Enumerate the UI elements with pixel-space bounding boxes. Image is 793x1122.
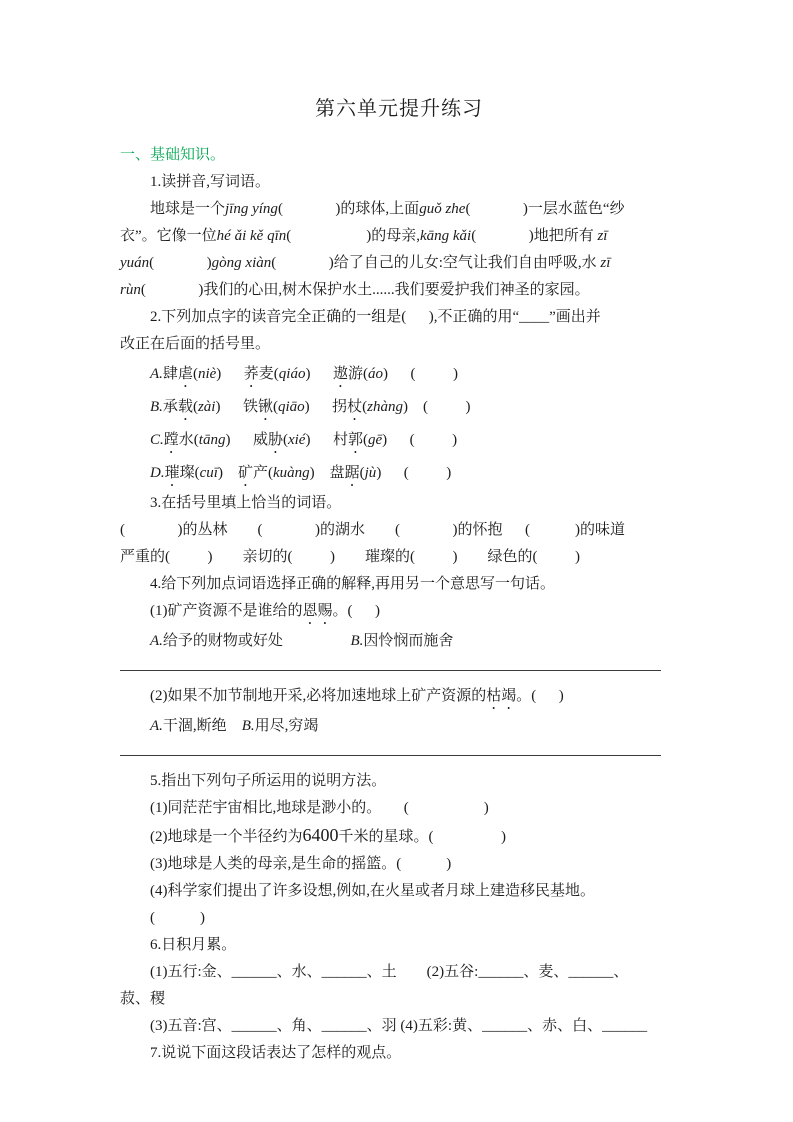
text-segment: (4)科学家们提出了许多设想,例如,在火星或者月球上建造移民基地。 xyxy=(150,883,595,899)
text-segment: ( ) xyxy=(149,255,212,271)
text-segment: ( xyxy=(192,399,198,415)
text-segment: ( xyxy=(362,399,368,415)
text-line xyxy=(120,713,678,740)
text-segment: B. xyxy=(241,718,255,734)
text-segment: ) ( ) xyxy=(376,465,452,481)
text-segment: B. xyxy=(350,633,364,649)
text-segment: B. xyxy=(150,399,163,415)
question-6-header xyxy=(120,932,678,959)
text-segment: ( )的母亲, xyxy=(286,228,420,244)
text-segment: 胁 xyxy=(267,432,283,448)
text-segment: 因怜悯而施舍 xyxy=(363,633,454,649)
text-segment: ) xyxy=(216,366,244,382)
text-segment: 菽、稷 xyxy=(120,991,166,1007)
text-segment: 矿 xyxy=(237,465,253,481)
text-segment: gòng xiàn xyxy=(211,255,272,271)
option-a xyxy=(120,358,678,391)
text-segment: (2)地球是一个半径约为 xyxy=(150,829,303,845)
text-segment: 5.指出下列句子所运用的说明方法。 xyxy=(150,773,387,789)
page-title xyxy=(120,96,678,122)
question-3-header xyxy=(120,490,678,517)
text-segment: 璀 xyxy=(164,465,180,481)
text-segment: 游( xyxy=(347,366,368,382)
text-segment: qiāo xyxy=(277,399,305,415)
text-segment: 一、基础知识。 xyxy=(120,147,226,163)
text-segment: 肆 xyxy=(162,366,178,382)
text-segment: 锹 xyxy=(257,399,273,415)
text-segment: guǒ zhe xyxy=(419,201,466,217)
text-segment: tāng xyxy=(198,432,226,448)
text-segment: ) 铁 xyxy=(215,399,258,415)
text-segment: ( ) xyxy=(150,910,205,926)
text-segment: ( )给了自己的儿女:空气让我们自由呼吸,水 xyxy=(271,255,597,271)
text-segment: hé ǎi kě qīn xyxy=(216,228,287,244)
text-segment: kāng kǎi xyxy=(419,228,472,244)
text-segment: yuán xyxy=(120,255,150,271)
text-segment: (2)如果不加节制地开采,必将加速地球上矿产资源的 xyxy=(150,688,487,704)
text-segment: ( xyxy=(282,432,288,448)
text-segment: 蹚 xyxy=(163,432,179,448)
text-segment: ) 盘 xyxy=(309,465,345,481)
text-line xyxy=(120,250,678,277)
text-line xyxy=(120,822,678,851)
text-segment: ( )的球体,上面 xyxy=(277,201,420,217)
text-segment: ( xyxy=(359,465,365,481)
document-body xyxy=(120,96,678,1067)
text-segment: 杖 xyxy=(347,399,363,415)
text-line xyxy=(120,196,678,223)
text-segment: qiáo xyxy=(278,366,306,382)
option-c xyxy=(120,424,678,457)
text-segment: (1)同茫茫宇宙相比,地球是渺小的。 ( ) xyxy=(150,800,489,816)
option-d xyxy=(120,457,678,490)
text-segment: ( )的丛林 ( )的湖水 ( )的怀抱 ( )的味道 xyxy=(120,522,625,538)
text-segment: 水( xyxy=(178,432,199,448)
question-4-header xyxy=(120,571,678,598)
text-segment: jīng yíng xyxy=(225,201,278,217)
text-segment: 2.下列加点字的读音完全正确的一组是( ),不正确的用“____”画出并 xyxy=(150,309,601,325)
text-segment: 干涸,断绝 xyxy=(162,718,242,734)
text-segment: 郭 xyxy=(347,432,363,448)
text-segment: A. xyxy=(150,366,163,382)
text-segment: ) ( ) xyxy=(382,366,458,382)
text-segment: 竭 xyxy=(501,688,517,704)
text-segment: 第六单元提升练习 xyxy=(315,98,483,120)
text-segment: 地球是一个 xyxy=(150,201,226,217)
text-segment: ) xyxy=(217,465,238,481)
text-segment: (3)五音:宫、______、角、______、羽 (4)五彩:黄、______、赤、白、______ xyxy=(150,1018,648,1034)
text-segment: ) 威 xyxy=(225,432,268,448)
text-segment: 6.日积月累。 xyxy=(150,937,237,953)
text-line xyxy=(120,544,678,571)
text-segment: 1.读拼音,写词语。 xyxy=(150,174,271,190)
text-segment: ( )地把所有 xyxy=(471,228,594,244)
text-segment: niè xyxy=(197,366,217,382)
text-segment: 3.在括号里填上恰当的词语。 xyxy=(150,495,342,511)
text-segment: ) ( ) xyxy=(403,399,471,415)
text-line xyxy=(120,683,678,713)
text-segment: 踞 xyxy=(344,465,360,481)
text-segment: 6400 xyxy=(302,825,339,845)
text-segment: zī xyxy=(596,255,611,271)
text-line xyxy=(120,878,678,905)
text-segment: D. xyxy=(150,465,165,481)
text-segment: jù xyxy=(364,465,377,481)
text-line xyxy=(120,851,678,878)
text-segment: 赐 xyxy=(317,603,333,619)
text-segment: 衣”。它像一位 xyxy=(120,228,217,244)
text-segment: 璨( xyxy=(179,465,200,481)
text-segment: 用尽,穷竭 xyxy=(254,718,319,734)
text-segment xyxy=(283,633,351,649)
question-7-header xyxy=(120,1040,678,1067)
text-segment: ) 拐 xyxy=(304,399,348,415)
text-segment: 给予的财物或好处 xyxy=(162,633,283,649)
text-segment: ( xyxy=(362,432,368,448)
text-line xyxy=(120,517,678,544)
text-line xyxy=(120,959,678,986)
text-segment: kuàng xyxy=(272,465,310,481)
text-segment: xié xyxy=(287,432,306,448)
text-segment: zhàng xyxy=(367,399,404,415)
answer-line xyxy=(120,755,661,756)
text-segment: C. xyxy=(150,432,164,448)
text-segment: ( )我们的心田,树木保护水土......我们要爱护我们神圣的家园。 xyxy=(140,282,590,298)
text-segment: 荞 xyxy=(243,366,259,382)
text-segment: 载 xyxy=(177,399,193,415)
text-line xyxy=(120,795,678,822)
text-line xyxy=(120,223,678,250)
text-segment: ) ( ) xyxy=(382,432,458,448)
text-segment: 7.说说下面这段话表达了怎样的观点。 xyxy=(150,1045,402,1061)
text-segment: 千米的星球。( ) xyxy=(338,829,506,845)
question-5-header xyxy=(120,768,678,795)
text-line xyxy=(120,628,678,655)
text-segment: 。( ) xyxy=(332,603,381,619)
text-segment: A. xyxy=(150,633,163,649)
text-segment: gē xyxy=(367,432,383,448)
text-segment: ( )一层水蓝色“纱 xyxy=(465,201,625,217)
text-segment: 麦( xyxy=(258,366,279,382)
text-segment: 4.给下列加点词语选择正确的解释,再用另一个意思写一句话。 xyxy=(150,576,556,592)
option-b xyxy=(120,391,678,424)
text-segment: ) 村 xyxy=(305,432,348,448)
text-segment: rùn xyxy=(120,282,141,298)
text-segment: ( xyxy=(272,399,278,415)
text-line xyxy=(120,905,678,932)
text-line xyxy=(120,331,678,358)
text-segment: áo xyxy=(367,366,383,382)
question-1-header xyxy=(120,169,678,196)
text-segment: cuī xyxy=(199,465,218,481)
text-line xyxy=(120,986,678,1013)
answer-line xyxy=(120,670,661,671)
text-line xyxy=(120,598,678,628)
text-segment: A. xyxy=(150,718,163,734)
text-segment: (1)五行:金、______、水、______、土 (2)五谷:______、麦、______、 xyxy=(150,964,629,980)
text-segment: (1)矿产资源不是谁给的 xyxy=(150,603,303,619)
text-segment: ( xyxy=(192,366,198,382)
text-segment: zī xyxy=(593,228,608,244)
text-segment: 。( ) xyxy=(516,688,564,704)
text-segment: ) xyxy=(305,366,333,382)
text-segment: 恩 xyxy=(302,603,318,619)
text-segment: (3)地球是人类的母亲,是生命的摇篮。( ) xyxy=(150,856,452,872)
text-segment: 严重的( ) 亲切的( ) 璀璨的( ) 绿色的( ) xyxy=(120,549,580,565)
text-segment: zài xyxy=(197,399,216,415)
question-2-header xyxy=(120,304,678,331)
text-segment: 枯 xyxy=(486,688,502,704)
text-segment: 承 xyxy=(162,399,178,415)
section-heading xyxy=(120,142,678,169)
text-segment: 产( xyxy=(252,465,273,481)
text-line xyxy=(120,1013,678,1040)
text-line xyxy=(120,277,678,304)
text-segment: 改正在后面的括号里。 xyxy=(120,336,271,352)
text-segment: 遨 xyxy=(332,366,348,382)
text-segment: 虐 xyxy=(177,366,193,382)
